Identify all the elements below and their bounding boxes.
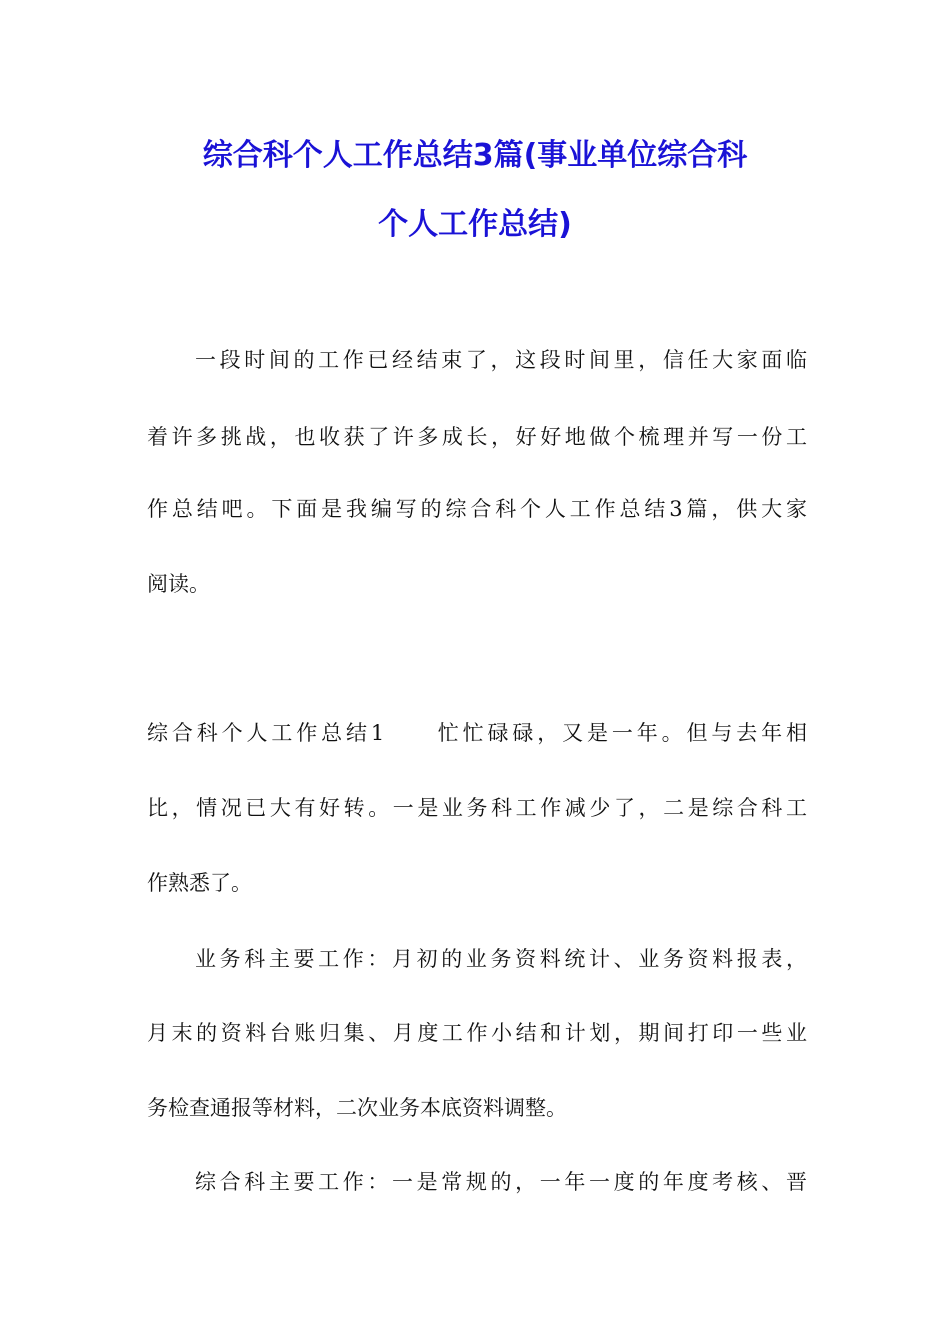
paragraph-line: 综合科主要工作：一是常规的，一年一度的年度考核、晋 <box>195 1170 807 1194</box>
paragraph-line: 着许多挑战，也收获了许多成长，好好地做个梳理并写一份工 <box>147 425 807 449</box>
paragraph-line: 务检查通报等材料，二次业务本底资料调整。 <box>147 1096 567 1120</box>
document-title-line-2: 个人工作总结) <box>378 207 572 242</box>
paragraph-line: 一段时间的工作已经结束了，这段时间里，信任大家面临 <box>195 348 807 372</box>
paragraph-line: 月末的资料台账归集、月度工作小结和计划，期间打印一些业 <box>147 1021 807 1045</box>
paragraph-line: 阅读。 <box>147 572 210 596</box>
paragraph-line: 作总结吧。下面是我编写的综合科个人工作总结3篇，供大家 <box>147 497 807 521</box>
document-title-line-1: 综合科个人工作总结3篇(事业单位综合科 <box>202 138 748 173</box>
paragraph-line: 综合科个人工作总结1 忙忙碌碌，又是一年。但与去年相 <box>147 721 807 745</box>
paragraph-line: 比，情况已大有好转。一是业务科工作减少了，二是综合科工 <box>147 796 807 820</box>
paragraph-line: 作熟悉了。 <box>147 871 252 895</box>
paragraph-line: 业务科主要工作：月初的业务资料统计、业务资料报表， <box>195 947 807 971</box>
